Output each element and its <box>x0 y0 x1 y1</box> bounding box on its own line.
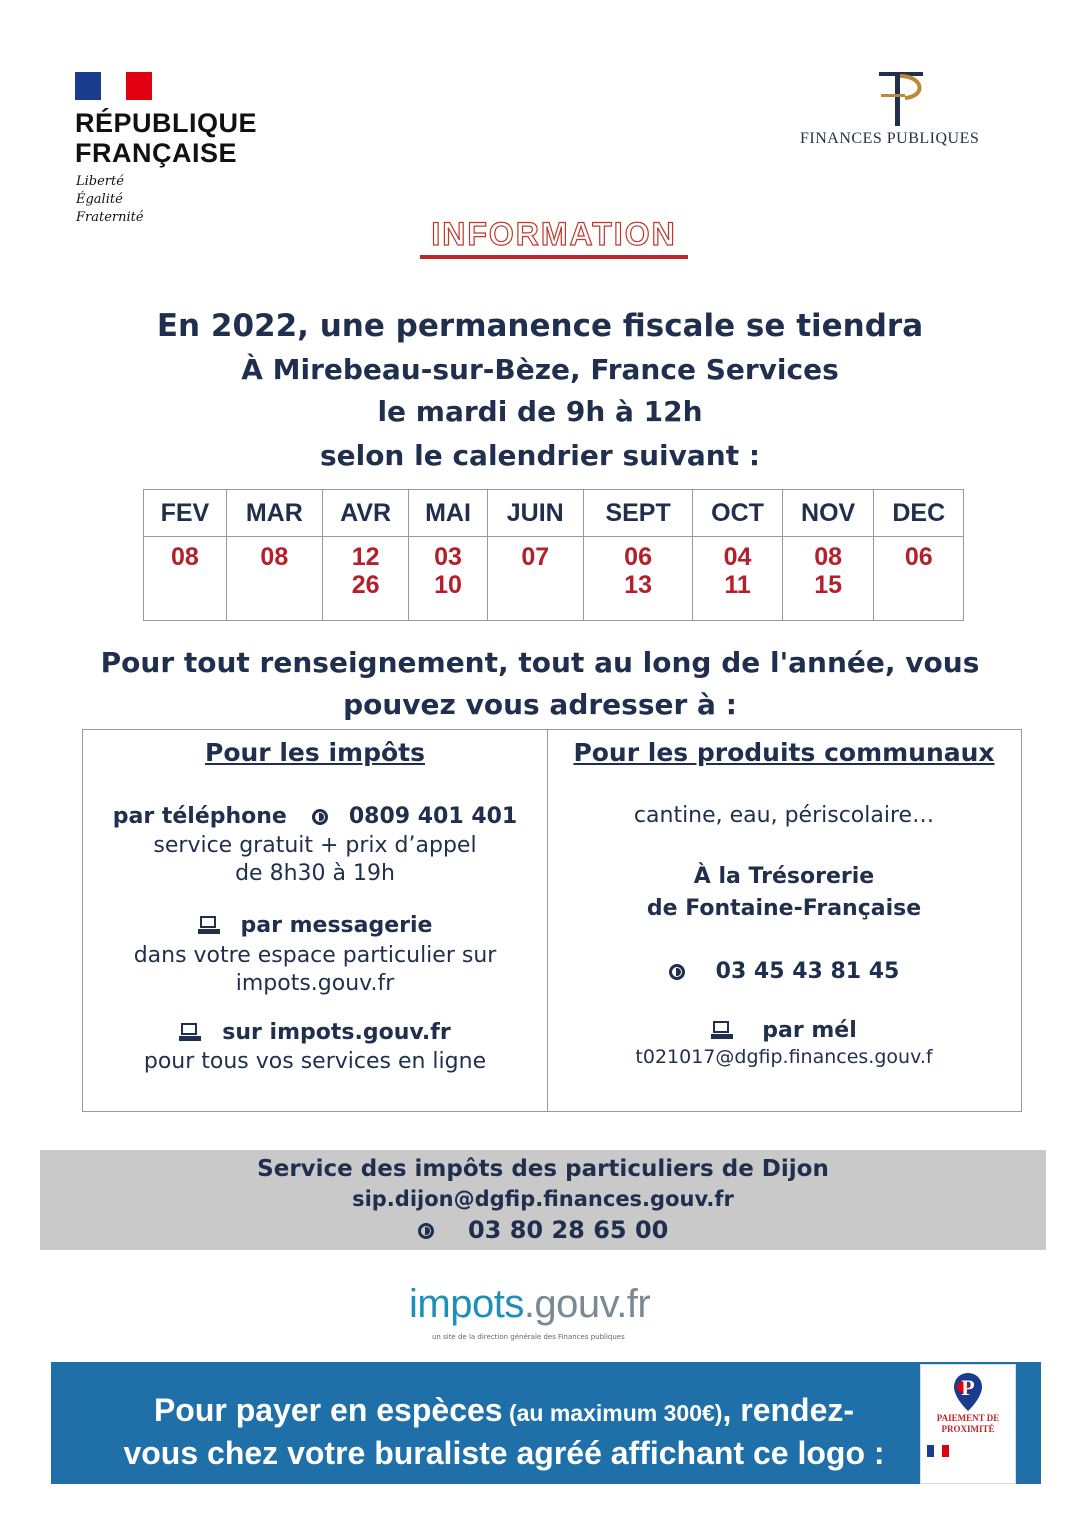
computer-icon <box>179 1023 201 1043</box>
paiement-proximite-name: PAIEMENT DE PROXIMITÉ <box>936 1413 1000 1434</box>
banner-line2: vous chez votre buraliste agréé affichant ce logo : <box>123 1435 885 1471</box>
dijon-phone-number[interactable]: 03 80 28 65 00 <box>467 1216 669 1244</box>
intro-line-1: En 2022, une permanence fiscale se tiendra <box>156 308 924 344</box>
impots-phone-number[interactable]: 0809 401 401 <box>348 804 518 829</box>
date-cell: 12 26 <box>322 537 408 621</box>
impots-logo-part1: impots <box>409 1282 524 1326</box>
tresorerie-line-1: À la Trésorerie <box>693 864 875 889</box>
communaux-items: cantine, eau, périscolaire… <box>633 803 935 828</box>
location-pin-icon <box>951 1371 985 1413</box>
banner-line1-b: (au maximum 300€) <box>502 1400 723 1426</box>
finances-publiques-logo-icon <box>865 66 935 126</box>
calendar-month-row <box>144 490 964 537</box>
impots-heading: Pour les impôts <box>205 738 425 767</box>
month-header: OCT <box>693 490 782 537</box>
date-cell: 06 <box>874 537 964 621</box>
phone-icon <box>418 1223 434 1239</box>
intro-line-2: À Mirebeau-sur-Bèze, France Services <box>241 353 839 386</box>
date-cell: 06 13 <box>583 537 693 621</box>
calendar-table <box>143 489 964 621</box>
phone-icon <box>669 964 685 980</box>
month-header: NOV <box>782 490 874 537</box>
messaging-line <box>83 913 547 938</box>
month-header: SEPT <box>583 490 693 537</box>
messaging-label: par messagerie <box>240 913 433 938</box>
dijon-service-band <box>40 1150 1046 1250</box>
french-flag-icon <box>75 72 152 100</box>
phone-note-1: service gratuit + prix d’appel <box>153 833 477 858</box>
tresorerie-line-2: de Fontaine-Française <box>646 896 922 921</box>
impots-logo-part2: .gouv.fr <box>523 1282 651 1326</box>
month-header: DEC <box>874 490 964 537</box>
date-cell: 08 <box>226 537 322 621</box>
month-header: FEV <box>144 490 227 537</box>
communaux-heading: Pour les produits communaux <box>573 738 995 767</box>
tresorerie-phone-number[interactable]: 03 45 43 81 45 <box>715 959 900 984</box>
banner-line1-c: , rendez- <box>722 1392 855 1428</box>
messaging-note-2[interactable]: impots.gouv.fr <box>235 971 395 996</box>
dijon-title: Service des impôts des particuliers de Dijon <box>257 1156 829 1182</box>
banner-text <box>89 1390 919 1473</box>
month-header: MAR <box>226 490 322 537</box>
website-note: pour tous vos services en ligne <box>143 1049 487 1074</box>
messaging-note-1: dans votre espace particulier sur <box>133 943 497 968</box>
impots-phone-line <box>83 804 547 829</box>
mini-flag-icon <box>927 1445 949 1457</box>
calendar-date-row <box>144 537 964 621</box>
impots-tagline: un site de la direction générale des Finances publiques <box>432 1333 625 1341</box>
computer-icon <box>711 1021 733 1041</box>
dijon-email[interactable]: sip.dijon@dgfip.finances.gouv.fr <box>352 1187 734 1211</box>
tresorerie-phone-line <box>548 959 1020 984</box>
finances-publiques-label: FINANCES PUBLIQUES <box>800 130 980 147</box>
phone-label: par téléphone <box>112 804 287 829</box>
tresorerie-email[interactable]: t021017@dgfip.finances.gouv.f <box>635 1046 933 1068</box>
mail-line <box>548 1018 1020 1043</box>
computer-icon <box>198 916 220 936</box>
impots-gouv-logo[interactable] <box>409 1282 650 1327</box>
month-header: MAI <box>409 490 487 537</box>
intro-line-3: le mardi de 9h à 12h <box>377 395 703 428</box>
banner-line1-a: Pour payer en espèces <box>153 1392 503 1428</box>
contact-box <box>82 729 1022 1112</box>
logo-letter: P <box>961 1375 975 1400</box>
date-cell: 07 <box>487 537 583 621</box>
phone-icon <box>312 809 328 825</box>
date-cell: 03 10 <box>409 537 487 621</box>
phone-note-2: de 8h30 à 19h <box>235 861 395 886</box>
republique-francaise-logo: RÉPUBLIQUE FRANÇAISE <box>75 108 258 168</box>
intro-line-4: selon le calendrier suivant : <box>319 439 761 472</box>
paiement-proximite-logo <box>920 1364 1016 1484</box>
date-cell: 04 11 <box>693 537 782 621</box>
date-cell: 08 15 <box>782 537 874 621</box>
republic-motto: Liberté Égalité Fraternité <box>76 174 144 225</box>
website-line <box>83 1020 547 1045</box>
cash-payment-banner <box>51 1362 1041 1484</box>
dijon-phone-line <box>40 1216 1046 1244</box>
contact-intro: Pour tout renseignement, tout au long de l'année, vous pouvez vous adresser à : <box>100 646 980 721</box>
mail-label: par mél <box>762 1018 857 1043</box>
month-header: AVR <box>322 490 408 537</box>
date-cell: 08 <box>144 537 227 621</box>
website-label[interactable]: sur impots.gouv.fr <box>222 1020 451 1045</box>
month-header: JUIN <box>487 490 583 537</box>
information-title: INFORMATION <box>420 216 688 259</box>
